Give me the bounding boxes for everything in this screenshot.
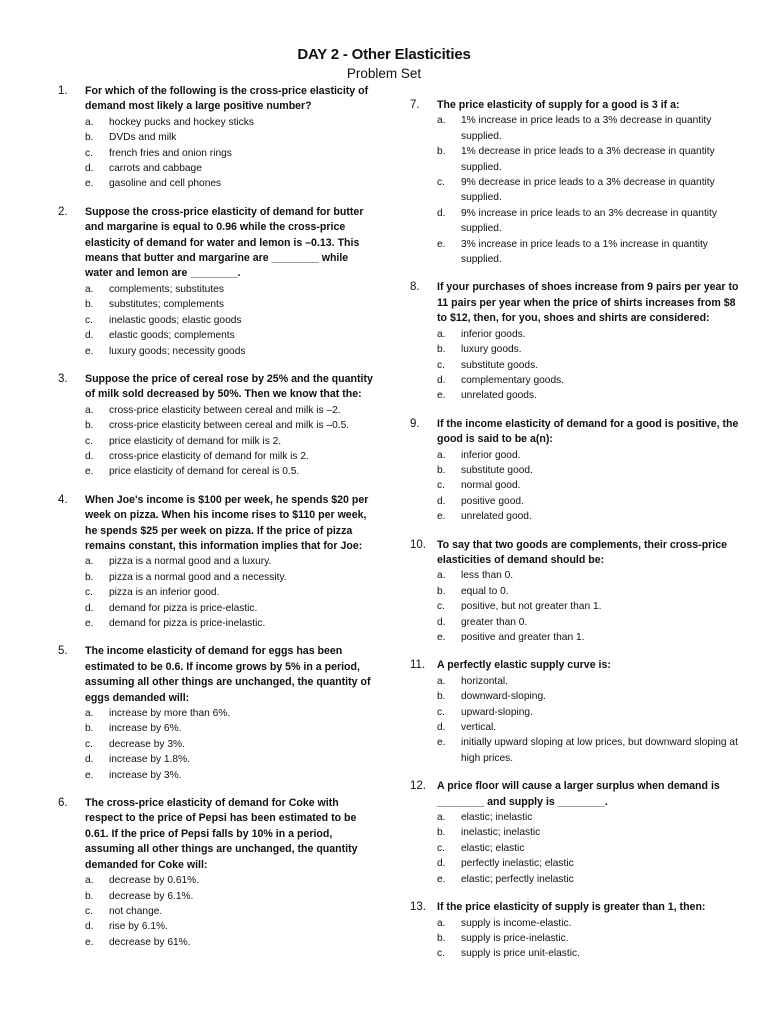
answer-option [58, 601, 378, 616]
option-letter: b. [437, 932, 446, 944]
question-text: A perfectly elastic supply curve is: [437, 659, 611, 672]
option-text: gasoline and cell phones [109, 178, 222, 190]
question-4 [58, 493, 378, 632]
answer-option [410, 358, 740, 373]
option-text: substitute goods. [461, 359, 539, 371]
answer-options [58, 282, 378, 359]
option-text: elastic goods; complements [109, 330, 235, 342]
option-text: complementary goods. [461, 374, 565, 386]
question-stem [58, 644, 378, 706]
page-subtitle: Problem Set [346, 66, 422, 81]
option-letter: d. [437, 495, 446, 507]
answer-option [410, 825, 740, 840]
option-text: unrelated goods. [461, 390, 537, 402]
answer-option [410, 856, 740, 871]
option-text: 1% increase in price leads to a 3% decrease in quantity supplied. [461, 115, 712, 142]
answer-options [410, 327, 740, 404]
answer-option [410, 810, 740, 825]
option-letter: a. [437, 570, 446, 582]
option-text: inferior goods. [461, 328, 526, 340]
answer-option [410, 615, 740, 630]
answer-option [410, 630, 740, 645]
option-letter: d. [437, 616, 446, 628]
option-text: demand for pizza is price-inelastic. [109, 618, 266, 629]
answer-option [58, 721, 378, 736]
question-number: 11. [410, 659, 426, 672]
option-letter: e. [85, 345, 94, 357]
option-letter: c. [437, 842, 445, 854]
question-stem [58, 205, 378, 282]
option-letter: e. [437, 873, 446, 885]
answer-option [410, 478, 740, 493]
question-text: For which of the following is the cross-price elasticity of demand most likely a large positive number? [85, 85, 369, 113]
option-letter: e. [437, 632, 446, 643]
option-text: luxury goods. [461, 344, 522, 356]
question-3 [58, 372, 378, 480]
option-text: inelastic goods; elastic goods [109, 314, 242, 326]
answer-option [410, 327, 740, 342]
answer-option [410, 599, 740, 614]
question-number: 4. [58, 493, 68, 506]
question-number: 13. [410, 901, 426, 914]
question-text: To say that two goods are complements, their cross-price elasticities of demand should be: [437, 538, 728, 566]
question-stem [58, 493, 378, 555]
option-text: 1% decrease in price leads to a 3% decrease in quantity supplied. [461, 146, 715, 173]
option-text: french fries and onion rings [109, 147, 232, 159]
option-letter: b. [85, 723, 94, 735]
option-text: equal to 0. [461, 585, 509, 597]
option-text: demand for pizza is price-elastic. [109, 602, 258, 614]
option-letter: b. [85, 571, 94, 583]
question-10 [410, 538, 740, 646]
answer-options [58, 873, 378, 950]
option-text: pizza is an inferior good. [109, 587, 220, 599]
question-text: If the price elasticity of supply is greater than 1, then: [437, 901, 706, 914]
option-letter: d. [85, 921, 94, 933]
question-text: A price floor will cause a larger surplus when demand is ________ and supply is ________. [437, 780, 720, 808]
question-number: 1. [58, 85, 68, 97]
question-stem [58, 796, 378, 873]
option-letter: d. [85, 602, 94, 614]
answer-option [58, 464, 378, 479]
answer-option [410, 946, 740, 961]
option-letter: a. [437, 917, 446, 929]
question-text: Suppose the cross-price elasticity of demand for butter and margarine is equal to 0.96 while the cross-price elasticity of demand for water and lemon is –0.13. This means that butter and margarine are ________ while water and lemon are ________. [85, 205, 364, 280]
option-letter: a. [437, 449, 446, 461]
question-12 [410, 779, 740, 887]
question-number: 3. [58, 372, 68, 385]
answer-option [58, 737, 378, 752]
option-letter: c. [85, 147, 93, 159]
option-text: increase by 1.8%. [109, 754, 190, 766]
option-text: rise by 6.1%. [109, 921, 168, 933]
option-letter: e. [85, 936, 94, 948]
answer-option [58, 768, 378, 783]
option-letter: b. [437, 344, 446, 356]
right-column [410, 98, 740, 975]
option-text: price elasticity of demand for milk is 2. [109, 435, 282, 447]
question-11 [410, 658, 740, 766]
answer-option [58, 297, 378, 312]
option-letter: a. [85, 556, 94, 568]
question-text: If your purchases of shoes increase from 9 pairs per year to 11 pairs per year when the price of shirts increases from $8 to $12, then, for you, shoes and shirts are considered: [437, 281, 739, 325]
question-stem [410, 538, 740, 569]
answer-option [410, 584, 740, 599]
option-text: 9% increase in price leads to an 3% decrease in quantity supplied. [461, 207, 717, 235]
page-title: DAY 2 - Other Elasticities [297, 46, 471, 63]
option-letter: c. [437, 480, 445, 492]
question-stem [58, 372, 378, 403]
option-text: positive, but not greater than 1. [461, 601, 602, 613]
option-text: cross-price elasticity between cereal and milk is –2. [109, 404, 341, 416]
answer-option [410, 568, 740, 583]
option-text: increase by more than 6%. [109, 708, 231, 720]
option-letter: b. [437, 827, 446, 839]
option-text: 9% decrease in price leads to a 3% decrease in quantity supplied. [461, 177, 715, 204]
option-text: upward-sloping. [461, 706, 533, 718]
option-text: inferior good. [461, 449, 521, 461]
option-text: less than 0. [461, 570, 514, 582]
answer-option [410, 448, 740, 463]
question-text: The income elasticity of demand for eggs has been estimated to be 0.6. If income grows by 5% in a period, assuming all other things are unchanged, the quantity of eggs demanded will: [85, 645, 371, 704]
question-stem [410, 900, 740, 915]
question-1 [58, 84, 378, 192]
question-number: 10. [410, 538, 426, 551]
question-stem [58, 84, 378, 115]
answer-options [58, 706, 378, 783]
option-text: decrease by 6.1%. [109, 890, 194, 902]
question-2 [58, 205, 378, 359]
answer-option [58, 873, 378, 888]
answer-option [58, 328, 378, 343]
option-text: pizza is a normal good and a necessity. [109, 571, 287, 583]
answer-option [410, 342, 740, 357]
answer-option [58, 449, 378, 464]
answer-option [410, 494, 740, 509]
answer-option [58, 282, 378, 297]
option-text: pizza is a normal good and a luxury. [109, 556, 272, 568]
answer-option [58, 130, 378, 145]
option-letter: a. [85, 404, 94, 416]
option-letter: b. [437, 464, 446, 476]
option-text: unrelated good. [461, 511, 532, 523]
option-letter: e. [437, 737, 446, 749]
option-letter: a. [437, 675, 446, 687]
answer-option [410, 144, 740, 175]
option-letter: d. [437, 374, 446, 386]
answer-option [58, 904, 378, 919]
option-letter: d. [85, 754, 94, 766]
answer-option [58, 752, 378, 767]
question-text: When Joe's income is $100 per week, he spends $20 per week on pizza. When his income rises to $110 per week, he spends $25 per week on pizza. If the price of pizza remains constant, this information implies that for Joe: [85, 493, 369, 552]
question-stem [410, 98, 740, 113]
option-text: price elasticity of demand for cereal is 0.5. [109, 466, 300, 478]
option-text: downward-sloping. [461, 691, 546, 703]
option-letter: a. [85, 283, 94, 295]
answer-option [410, 175, 740, 206]
answer-option [410, 206, 740, 237]
option-letter: d. [437, 858, 446, 870]
option-letter: d. [437, 207, 446, 219]
option-letter: a. [437, 328, 446, 340]
option-letter: c. [85, 905, 93, 917]
option-letter: c. [85, 738, 93, 750]
answer-options [410, 568, 740, 645]
answer-option [410, 463, 740, 478]
question-number: 9. [410, 417, 420, 430]
option-letter: d. [85, 330, 94, 342]
answer-options [410, 113, 740, 267]
option-letter: a. [437, 812, 446, 824]
option-text: supply is price unit-elastic. [461, 948, 580, 960]
answer-option [410, 237, 740, 268]
answer-option [410, 113, 740, 144]
option-text: decrease by 61%. [109, 936, 191, 948]
option-text: increase by 3%. [109, 769, 182, 781]
answer-option [58, 434, 378, 449]
option-text: horizontal. [461, 675, 509, 687]
answer-option [58, 344, 378, 359]
option-text: cross-price elasticity of demand for milk is 2. [109, 450, 309, 462]
answer-option [58, 919, 378, 934]
option-letter: e. [437, 390, 446, 402]
option-letter: c. [437, 601, 445, 613]
option-text: DVDs and milk [109, 132, 177, 144]
option-letter: e. [85, 769, 94, 781]
option-text: positive and greater than 1. [461, 632, 585, 643]
answer-option [410, 373, 740, 388]
question-6 [58, 796, 378, 950]
option-text: decrease by 3%. [109, 738, 185, 750]
option-text: positive good. [461, 495, 524, 507]
answer-options [410, 916, 740, 962]
question-text: The price elasticity of supply for a good is 3 if a: [437, 99, 680, 111]
answer-option [58, 889, 378, 904]
option-letter: c. [437, 706, 445, 718]
answer-options [410, 810, 740, 887]
answer-option [58, 554, 378, 569]
question-stem [410, 779, 740, 810]
option-letter: b. [85, 890, 94, 902]
option-text: initially upward sloping at low prices, but downward sloping at high prices. [461, 737, 738, 764]
question-13 [410, 900, 740, 962]
option-letter: c. [437, 177, 445, 189]
answer-option [410, 705, 740, 720]
option-letter: c. [85, 587, 93, 599]
answer-option [410, 388, 740, 403]
option-letter: b. [437, 585, 446, 597]
answer-option [58, 585, 378, 600]
answer-option [410, 735, 740, 766]
option-letter: a. [85, 116, 94, 128]
question-text: The cross-price elasticity of demand for Coke with respect to the price of Pepsi has been estimated to be 0.61. If the price of Pepsi falls by 10% in a period, assuming all other things are unchanged, the quantity demanded for Coke will: [85, 797, 358, 871]
answer-option [410, 872, 740, 887]
answer-option [58, 146, 378, 161]
option-letter: e. [85, 466, 94, 478]
answer-option [58, 176, 378, 191]
option-text: normal good. [461, 480, 521, 492]
answer-option [58, 313, 378, 328]
option-letter: b. [437, 691, 446, 703]
question-number: 5. [58, 645, 68, 658]
option-letter: c. [437, 359, 445, 371]
option-letter: a. [85, 708, 94, 720]
question-9 [410, 417, 740, 525]
option-text: greater than 0. [461, 616, 528, 628]
answer-option [410, 931, 740, 946]
option-letter: c. [85, 435, 93, 447]
answer-option [410, 841, 740, 856]
answer-option [58, 161, 378, 176]
question-8 [410, 280, 740, 403]
question-5 [58, 644, 378, 783]
answer-options [58, 554, 378, 631]
answer-options [58, 403, 378, 480]
question-stem [410, 280, 740, 326]
answer-option [410, 674, 740, 689]
answer-option [58, 403, 378, 418]
question-stem [410, 658, 740, 673]
answer-options [410, 448, 740, 525]
option-letter: e. [85, 618, 94, 629]
option-text: perfectly inelastic; elastic [461, 858, 574, 870]
answer-option [58, 418, 378, 433]
option-letter: e. [437, 511, 446, 523]
option-letter: c. [437, 948, 445, 960]
question-number: 6. [58, 797, 68, 810]
option-text: cross-price elasticity between cereal and milk is –0.5. [109, 420, 350, 432]
option-text: inelastic; inelastic [461, 827, 541, 839]
option-letter: a. [85, 875, 94, 887]
question-number: 12. [410, 780, 426, 793]
option-letter: b. [85, 299, 94, 311]
question-text: If the income elasticity of demand for a good is positive, the good is said to be a(n): [437, 417, 739, 446]
answer-option [410, 916, 740, 931]
option-text: supply is income-elastic. [461, 917, 572, 929]
left-column [58, 84, 378, 963]
question-number: 2. [58, 205, 68, 218]
answer-option [410, 689, 740, 704]
option-text: complements; substitutes [109, 283, 224, 295]
answer-options [410, 674, 740, 766]
option-letter: d. [85, 163, 94, 175]
question-number: 7. [410, 99, 420, 111]
question-number: 8. [410, 281, 420, 294]
option-text: decrease by 0.61%. [109, 875, 200, 887]
option-letter: a. [437, 115, 446, 127]
option-text: elastic; inelastic [461, 812, 533, 824]
option-letter: b. [85, 132, 94, 144]
option-text: substitute good. [461, 464, 533, 476]
option-text: elastic; elastic [461, 842, 525, 854]
answer-option [58, 935, 378, 950]
question-stem [410, 417, 740, 448]
option-text: supply is price-inelastic. [461, 932, 569, 944]
option-letter: b. [85, 420, 94, 432]
option-letter: b. [437, 146, 446, 158]
option-text: carrots and cabbage [109, 163, 202, 175]
answer-options [58, 115, 378, 192]
answer-option [58, 706, 378, 721]
answer-option [410, 509, 740, 524]
option-letter: c. [85, 314, 93, 326]
answer-option [58, 570, 378, 585]
option-text: luxury goods; necessity goods [109, 345, 246, 357]
option-text: not change. [109, 905, 163, 917]
question-text: Suppose the price of cereal rose by 25% and the quantity of milk sold decreased by 50%. Then we know that the: [85, 372, 373, 401]
option-text: increase by 6%. [109, 723, 182, 735]
option-letter: d. [437, 722, 446, 734]
option-letter: d. [85, 450, 94, 462]
option-text: substitutes; complements [109, 299, 224, 311]
option-text: vertical. [461, 722, 497, 734]
answer-option [410, 720, 740, 735]
option-letter: e. [437, 238, 446, 250]
answer-option [58, 616, 378, 631]
option-letter: e. [85, 178, 94, 190]
option-text: elastic; perfectly inelastic [461, 873, 574, 885]
question-7 [410, 98, 740, 267]
answer-option [58, 115, 378, 130]
option-text: 3% increase in price leads to a 1% increase in quantity supplied. [461, 238, 708, 266]
option-text: hockey pucks and hockey sticks [109, 116, 254, 128]
